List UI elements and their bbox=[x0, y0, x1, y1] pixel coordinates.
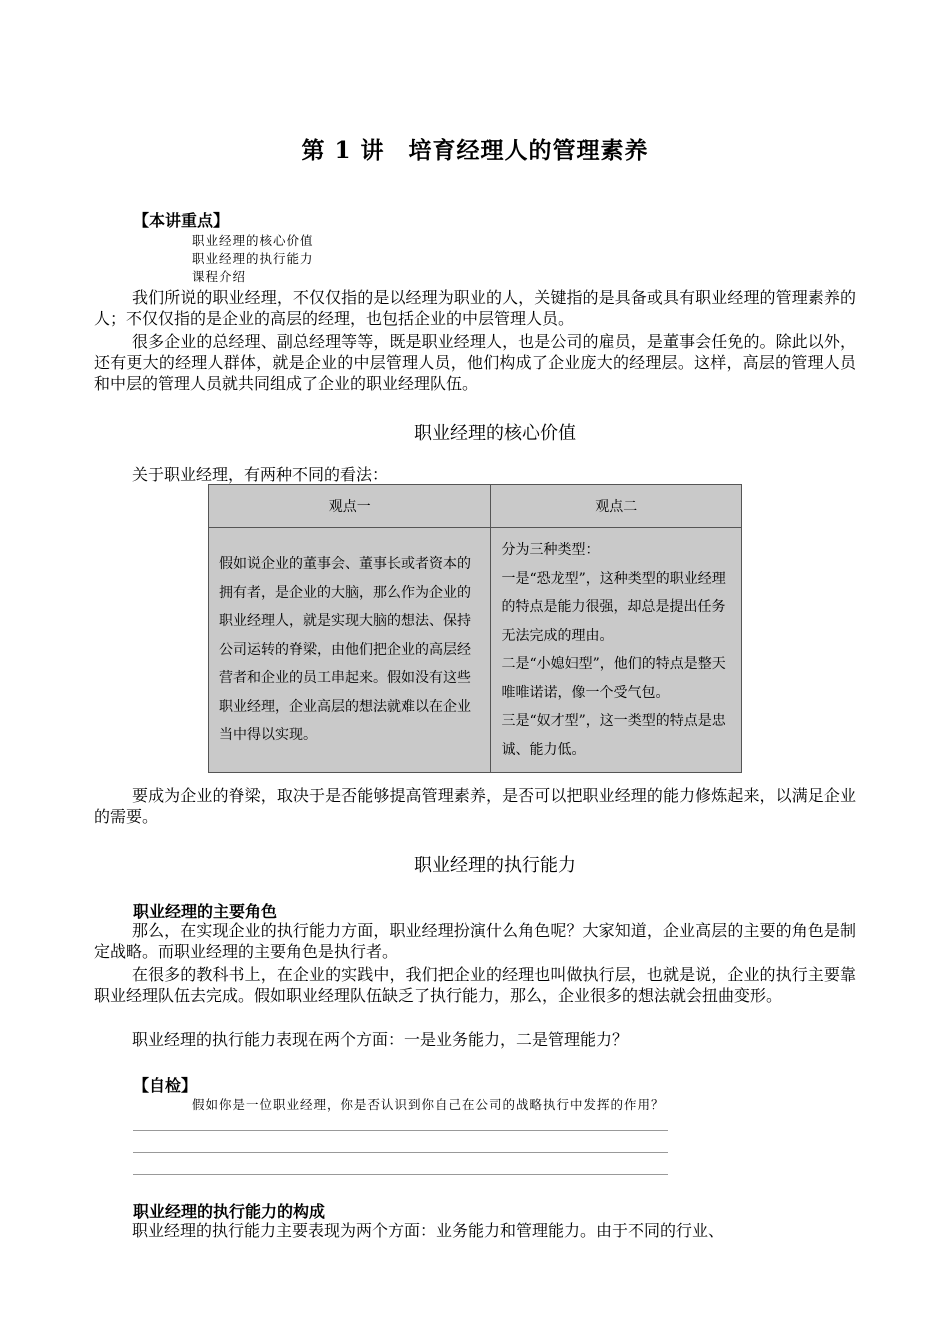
answer-line[interactable] bbox=[133, 1152, 668, 1153]
intro-paragraph: 我们所说的职业经理，不仅仅指的是以经理为职业的人，关键指的是具备或具有职业经理的管理素养的人；不仅仅指的是企业的高层的经理，也包括企业的中层管理人员。 bbox=[94, 288, 856, 328]
key-points-header: 【本讲重点】 bbox=[133, 211, 230, 230]
view-two-line: 三是“奴才型”，这一类型的特点是忠诚、能力低。 bbox=[501, 713, 726, 758]
view-two-line: 分为三种类型： bbox=[501, 542, 600, 558]
view-one-header: 观点一 bbox=[209, 485, 491, 528]
self-check-question: 假如你是一位职业经理，你是否认识到你自己在公司的战略执行中发挥的作用？ bbox=[192, 1097, 665, 1112]
view-two-line: 一是“恐龙型”，这种类型的职业经理的特点是能力很强，却总是提出任务无法完成的理由。 bbox=[501, 570, 726, 644]
view-two-header: 观点二 bbox=[491, 485, 742, 528]
view-two-line: 二是“小媳妇型”，他们的特点是整天唯唯诺诺，像一个受气包。 bbox=[501, 656, 726, 701]
view-two-cell bbox=[491, 528, 742, 773]
section1-conclusion: 要成为企业的脊梁，取决于是否能够提高管理素养，是否可以把职业经理的能力修炼起来，以满足企业的需要。 bbox=[94, 786, 856, 826]
key-point-item: 课程介绍 bbox=[192, 269, 247, 284]
key-point-item: 职业经理的执行能力 bbox=[192, 251, 314, 266]
body-paragraph: 在很多的教科书上，在企业的实践中，我们把企业的经理也叫做执行层，也就是说，企业的执行主要靠职业经理队伍去完成。假如职业经理队伍缺乏了执行能力，那么，企业很多的想法就会扭曲变形。 bbox=[94, 965, 856, 1005]
views-table bbox=[208, 484, 742, 773]
subheading-composition: 职业经理的执行能力的构成 bbox=[133, 1202, 326, 1221]
section-title-core-value: 职业经理的核心价值 bbox=[414, 423, 576, 444]
view-one-text: 假如说企业的董事会、董事长或者资本的拥有者，是企业的大脑，那么作为企业的职业经理人，就是实现大脑的想法、保持公司运转的脊梁，由他们把企业的高层经营者和企业的员工串起来。假如没有这些职业经理，企业高层的想法就难以在企业当中得以实现。 bbox=[209, 528, 491, 773]
intro-paragraph: 很多企业的总经理、副总经理等等，既是职业经理人，也是公司的雇员，是董事会任免的。除此以外，还有更大的经理人群体，就是企业的中层管理人员，他们构成了企业庞大的经理层。这样，高层的管理人员和中层的管理人员就共同组成了企业的职业经理队伍。 bbox=[94, 332, 856, 393]
self-check-header: 【自检】 bbox=[133, 1076, 198, 1095]
key-point-item: 职业经理的核心价值 bbox=[192, 233, 314, 248]
views-lead: 关于职业经理，有两种不同的看法： bbox=[132, 465, 389, 484]
answer-line[interactable] bbox=[133, 1130, 668, 1131]
body-paragraph: 职业经理的执行能力表现在两个方面：一是业务能力，二是管理能力？ bbox=[132, 1030, 629, 1049]
answer-line[interactable] bbox=[133, 1174, 668, 1175]
body-paragraph: 那么，在实现企业的执行能力方面，职业经理扮演什么角色呢？大家知道，企业高层的主要的角色是制定战略。而职业经理的主要角色是执行者。 bbox=[94, 921, 856, 961]
lecture-title: 第 1 讲 培育经理人的管理素养 bbox=[301, 137, 649, 164]
section-title-execution: 职业经理的执行能力 bbox=[414, 855, 576, 876]
subheading-main-role: 职业经理的主要角色 bbox=[133, 902, 278, 921]
body-paragraph: 职业经理的执行能力主要表现为两个方面：业务能力和管理能力。由于不同的行业、 bbox=[132, 1221, 725, 1240]
